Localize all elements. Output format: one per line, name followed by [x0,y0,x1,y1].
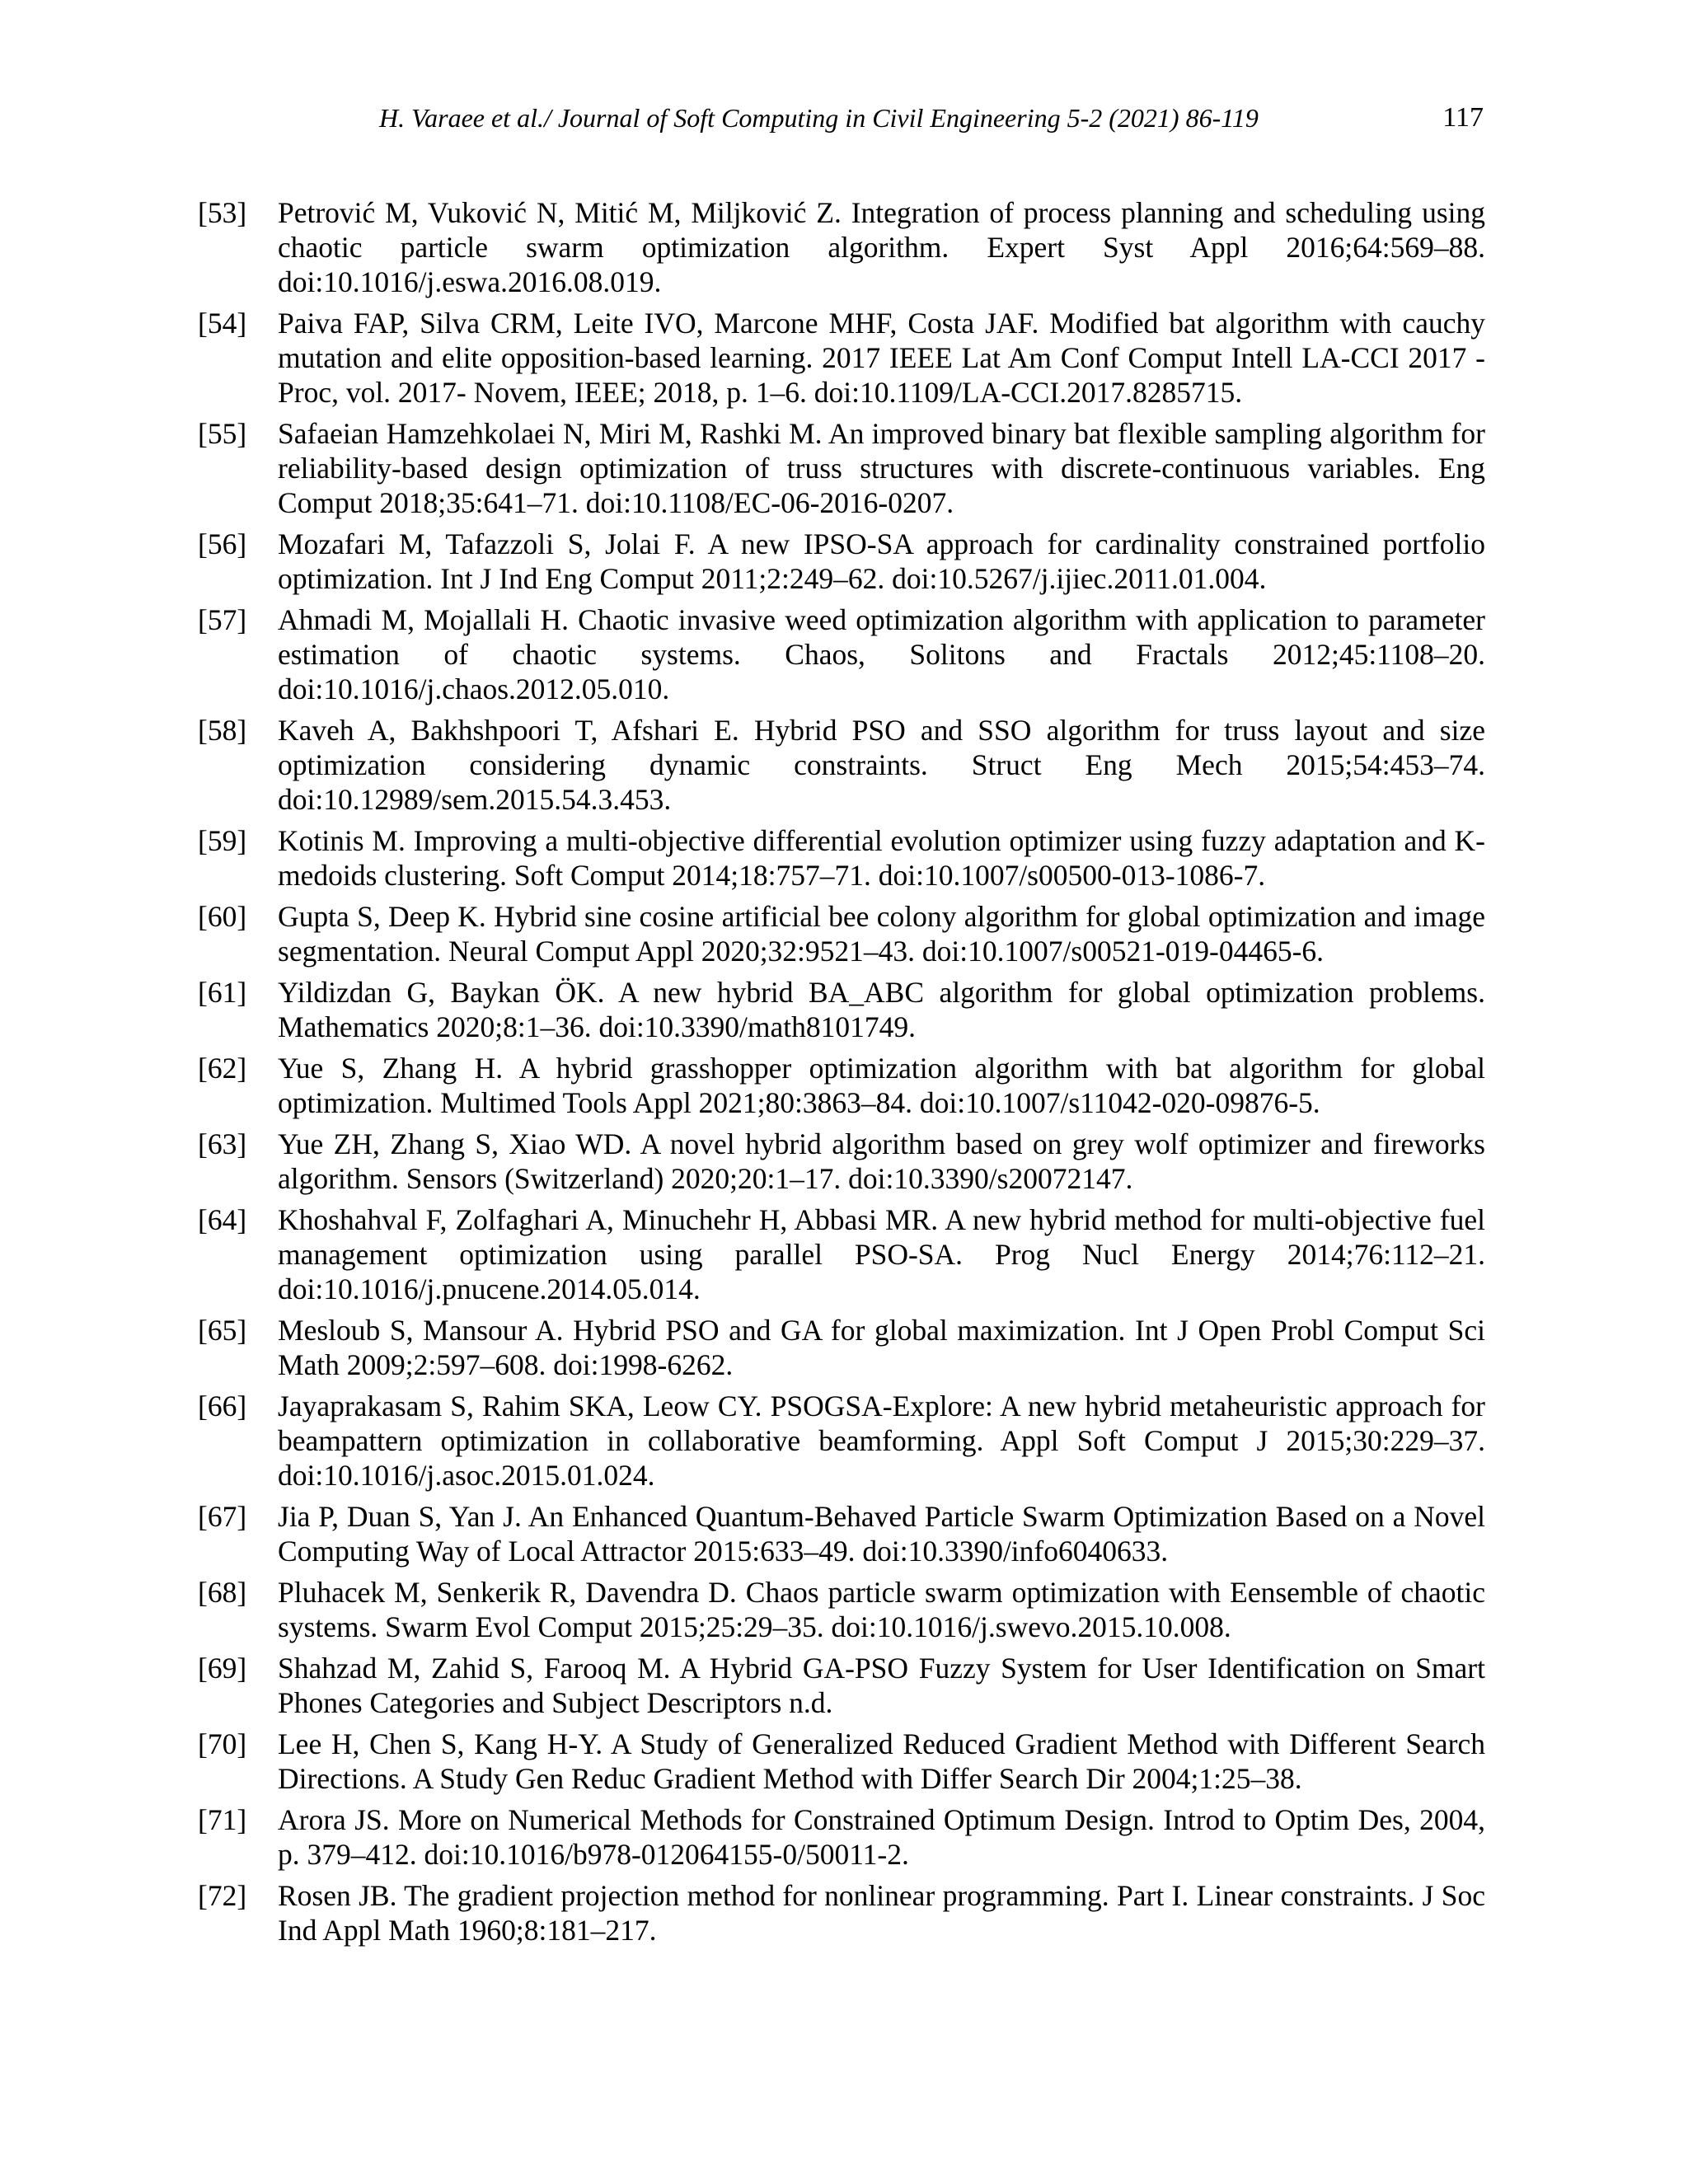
reference-item [198,823,1485,893]
reference-number: [56] [198,527,247,560]
reference-number: [59] [198,824,247,857]
reference-item [198,1389,1485,1493]
reference-number: [54] [198,307,247,340]
reference-item [198,306,1485,410]
page-number: 117 [1442,102,1484,133]
reference-number: [61] [198,976,247,1009]
reference-item [198,527,1485,596]
reference-number: [60] [198,900,247,933]
journal-citation: H. Varaee et al./ Journal of Soft Computing in Civil Engineering 5-2 (2021) 86-119 [379,103,1259,133]
reference-item [198,1802,1485,1872]
reference-text: Arora JS. More on Numerical Methods for Constrained Optimum Design. Introd to Optim Des, 2004, p. 379–412. doi:10.1016/b978-012064155-0/50011-2. [278,1803,1485,1871]
reference-number: [57] [198,603,247,636]
reference-item [198,1878,1485,1947]
reference-number: [66] [198,1390,247,1422]
reference-text: Kotinis M. Improving a multi-objective differential evolution optimizer using fuzzy adaptation and K-medoids clustering. Soft Comput 2014;18:757–71. doi:10.1007/s00500-013-1086-7. [278,824,1485,892]
reference-item [198,1051,1485,1120]
reference-number: [70] [198,1727,247,1760]
reference-text: Khoshahval F, Zolfaghari A, Minuchehr H, Abbasi MR. A new hybrid method for multi-objective fuel management optimization using parallel PSO-SA. Prog Nucl Energy 2014;76:112–21. doi:10.1016/j.pnucene.2014.05.014. [278,1203,1485,1305]
reference-text: Mesloub S, Mansour A. Hybrid PSO and GA for global maximization. Int J Open Probl Comput Sci Math 2009;2:597–608. doi:1998-6262. [278,1314,1485,1381]
reference-text: Petrović M, Vuković N, Mitić M, Miljković Z. Integration of process planning and scheduling using chaotic particle swarm optimization algorithm. Expert Syst Appl 2016;64:569–88. doi:10.1016/j.eswa.2016.08.019. [278,196,1485,298]
reference-text: Kaveh A, Bakhshpoori T, Afshari E. Hybrid PSO and SSO algorithm for truss layout and size optimization considering dynamic constraints. Struct Eng Mech 2015;54:453–74. doi:10.12989/sem.2015.54.3.453. [278,714,1485,816]
reference-number: [62] [198,1052,247,1085]
reference-text: Jia P, Duan S, Yan J. An Enhanced Quantum-Behaved Particle Swarm Optimization Based on a Novel Computing Way of Local Attractor 2015:633–49. doi:10.3390/info6040633. [278,1500,1485,1568]
reference-item [198,975,1485,1044]
reference-text: Lee H, Chen S, Kang H-Y. A Study of Generalized Reduced Gradient Method with Different Search Directions. A Study Gen Reduc Gradient Method with Differ Search Dir 2004;1:25–38. [278,1727,1485,1795]
reference-number: [53] [198,196,247,229]
reference-text: Gupta S, Deep K. Hybrid sine cosine artificial bee colony algorithm for global optimization and image segmentation. Neural Comput Appl 2020;32:9521–43. doi:10.1007/s00521-019-04465-6. [278,900,1485,968]
reference-number: [63] [198,1127,247,1160]
reference-item [198,899,1485,968]
reference-item [198,1575,1485,1644]
reference-number: [65] [198,1314,247,1347]
reference-number: [72] [198,1879,247,1912]
reference-text: Pluhacek M, Senkerik R, Davendra D. Chaos particle swarm optimization with Eensemble of chaotic systems. Swarm Evol Comput 2015;25:29–35. doi:10.1016/j.swevo.2015.10.008. [278,1576,1485,1643]
reference-number: [64] [198,1203,247,1236]
reference-item [198,1127,1485,1196]
reference-text: Yue S, Zhang H. A hybrid grasshopper optimization algorithm with bat algorithm for global optimization. Multimed Tools Appl 2021;80:3863–84. doi:10.1007/s11042-020-09876-5. [278,1052,1485,1119]
running-header [379,97,1484,138]
reference-text: Ahmadi M, Mojallali H. Chaotic invasive weed optimization algorithm with application to parameter estimation of chaotic systems. Chaos, Solitons and Fractals 2012;45:1108–20. doi:10.1016/j.chaos.2012.05.010. [278,603,1485,705]
reference-item [198,416,1485,520]
reference-text: Rosen JB. The gradient projection method for nonlinear programming. Part I. Linear constraints. J Soc Ind Appl Math 1960;8:181–217. [278,1879,1485,1947]
reference-item [198,1313,1485,1382]
reference-text: Shahzad M, Zahid S, Farooq M. A Hybrid GA-PSO Fuzzy System for User Identification on Smart Phones Categories and Subject Descriptors n.d. [278,1652,1485,1719]
reference-text: Yue ZH, Zhang S, Xiao WD. A novel hybrid algorithm based on grey wolf optimizer and fireworks algorithm. Sensors (Switzerland) 2020;20:1–17. doi:10.3390/s20072147. [278,1127,1485,1195]
reference-number: [55] [198,417,247,450]
reference-number: [71] [198,1803,247,1836]
reference-number: [69] [198,1652,247,1685]
reference-text: Paiva FAP, Silva CRM, Leite IVO, Marcone MHF, Costa JAF. Modified bat algorithm with cauchy mutation and elite opposition-based learning. 2017 IEEE Lat Am Conf Comput Intell LA-CCI 2017 - Proc, vol. 2017- Novem, IEEE; 2018, p. 1–6. doi:10.1109/LA-CCI.2017.8285715. [278,307,1485,409]
reference-item [198,602,1485,706]
reference-text: Safaeian Hamzehkolaei N, Miri M, Rashki M. An improved binary bat flexible sampling algorithm for reliability-based design optimization of truss structures with discrete-continuous variables. Eng Comput 2018;35:641–71. doi:10.1108/EC-06-2016-0207. [278,417,1485,519]
reference-number: [67] [198,1500,247,1533]
reference-item [198,1202,1485,1306]
reference-item [198,195,1485,299]
reference-list [198,195,1485,1954]
reference-item [198,1651,1485,1720]
reference-number: [58] [198,714,247,747]
reference-item [198,1499,1485,1568]
reference-item [198,713,1485,817]
reference-text: Jayaprakasam S, Rahim SKA, Leow CY. PSOGSA-Explore: A new hybrid metaheuristic approach for beampattern optimization in collaborative beamforming. Appl Soft Comput J 2015;30:229–37. doi:10.1016/j.asoc.2015.01.024. [278,1390,1485,1492]
reference-text: Yildizdan G, Baykan ÖK. A new hybrid BA_ABC algorithm for global optimization problems. Mathematics 2020;8:1–36. doi:10.3390/math8101749. [278,976,1485,1043]
reference-text: Mozafari M, Tafazzoli S, Jolai F. A new IPSO-SA approach for cardinality constrained portfolio optimization. Int J Ind Eng Comput 2011;2:249–62. doi:10.5267/j.ijiec.2011.01.004. [278,527,1485,595]
reference-item [198,1727,1485,1796]
reference-number: [68] [198,1576,247,1609]
